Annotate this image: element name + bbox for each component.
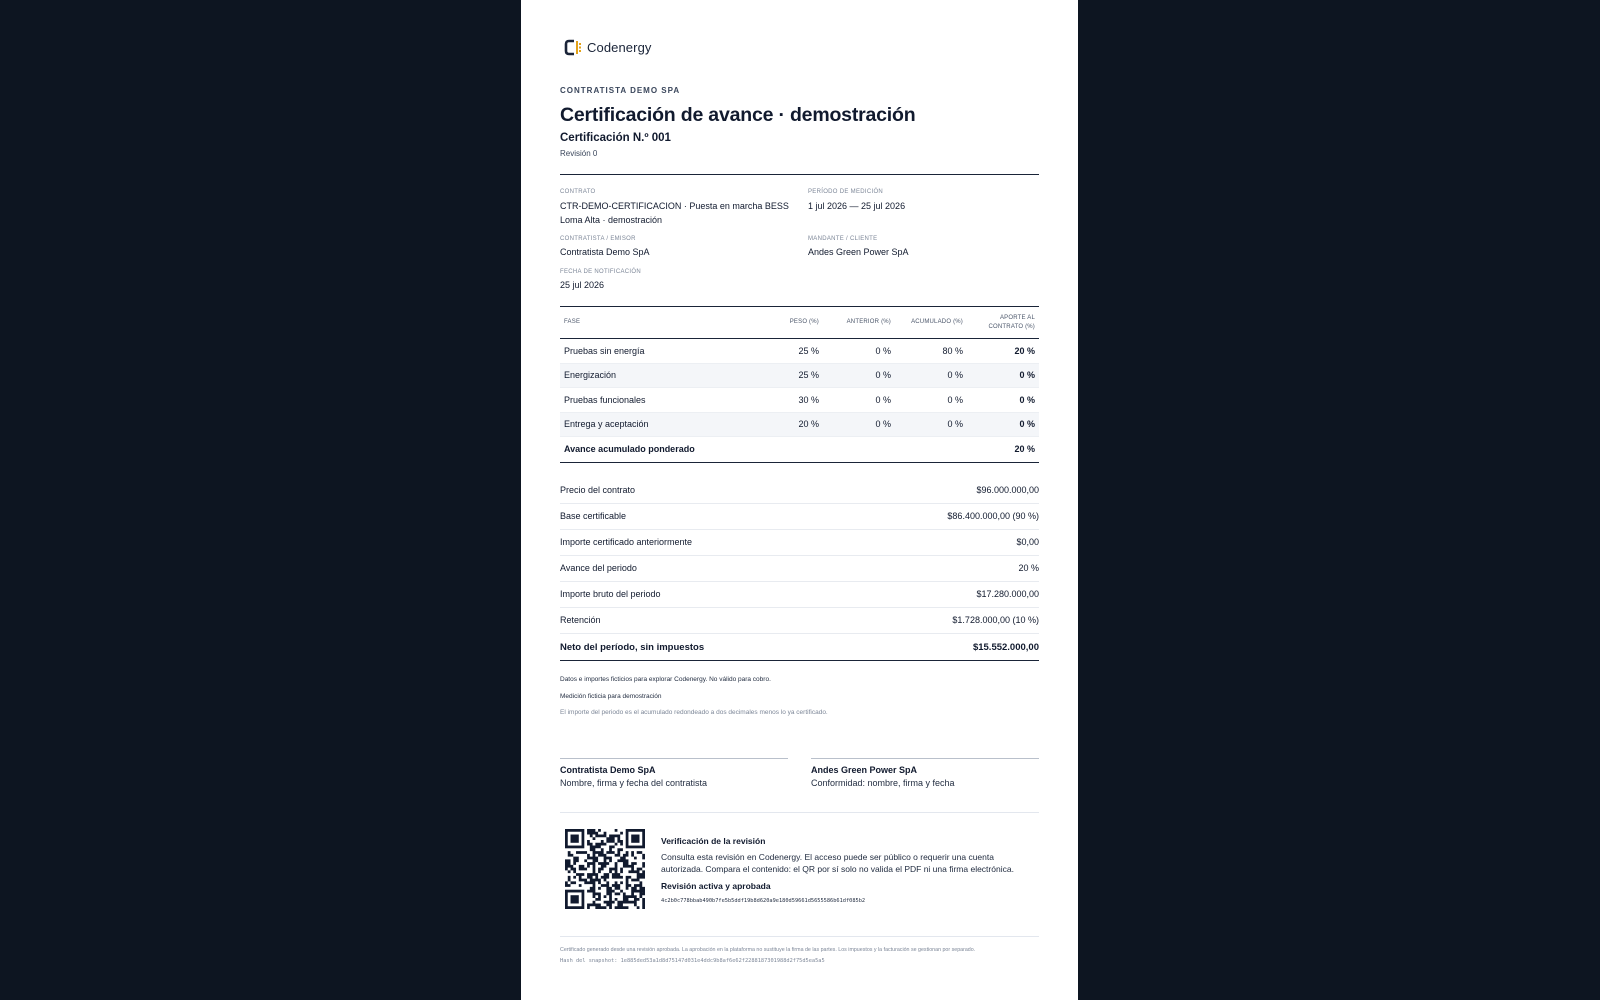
summary-label: Retención — [560, 615, 601, 625]
summary-row — [560, 477, 1039, 504]
qr-finder-pattern — [566, 830, 583, 847]
verification-text: Consulta esta revisión en Codenergy. El acceso puede ser público o requerir una cuenta autorizada. Compara el contenido: el QR por sí solo no valida el PDF ni una firma electrónica. — [661, 852, 1014, 874]
notice-date-value: 25 jul 2026 — [560, 280, 605, 290]
snapshot-hash: Hash del snapshot: 1e885ded53a1d8d75147d031e4ddc9b8af6e62f2288187301988d2f75d5ea5a5 — [560, 958, 825, 964]
contract-value: CTR-DEMO-CERTIFICACION · Puesta en marcha BESS Loma Alta · demostración — [560, 201, 789, 225]
summary-net-label: Neto del período, sin impuestos — [560, 641, 705, 653]
phase-name: Pruebas sin energía — [560, 339, 753, 364]
verification-hash: 4c2b0c778bbab490b7fe5b5ddf19b8d620a9e180d59661d5655586b61df085b2 — [661, 898, 866, 904]
col-anterior: ANTERIOR (%) — [846, 319, 891, 325]
phase-previous: 0 % — [823, 388, 895, 413]
contractor-signature-block — [560, 758, 788, 788]
revision-label: Revisión 0 — [560, 149, 598, 158]
phase-accumulated: 0 % — [895, 412, 967, 437]
phase-weight: 20 % — [753, 412, 823, 437]
period-label: PERÍODO DE MEDICIÓN — [808, 189, 884, 195]
summary-value: 20 % — [1018, 563, 1039, 573]
table-row — [560, 388, 1039, 413]
client-label: MANDANTE / CLIENTE — [808, 236, 878, 242]
col-fase: FASE — [564, 319, 581, 325]
footer-divider — [560, 936, 1039, 937]
issuer-value: Contratista Demo SpA — [560, 247, 650, 257]
summary-label: Importe certificado anteriormente — [560, 537, 693, 547]
summary-row — [560, 529, 1039, 556]
phase-accumulated: 80 % — [895, 339, 967, 364]
brand-name: Codenergy — [587, 40, 652, 55]
summary-label: Precio del contrato — [560, 485, 636, 495]
verification-title: Verificación de la revisión — [661, 836, 766, 846]
issuer-label: CONTRATISTA / EMISOR — [560, 236, 636, 242]
col-peso: PESO (%) — [789, 319, 819, 325]
measurement-note: Medición ficticia para demostración — [560, 693, 662, 700]
summary-value: $0,00 — [1016, 537, 1039, 547]
brand-logo — [564, 39, 652, 56]
summary-row — [560, 581, 1039, 608]
qr-finder-pattern — [566, 891, 583, 908]
table-row — [560, 363, 1039, 388]
phase-accumulated: 0 % — [895, 363, 967, 388]
client-signature-block — [811, 758, 1039, 788]
phase-weight: 25 % — [753, 339, 823, 364]
summary-label: Avance del periodo — [560, 563, 637, 573]
summary-label: Importe bruto del periodo — [560, 589, 661, 599]
summary-label: Base certificable — [560, 511, 627, 521]
document-page — [521, 0, 1078, 1000]
footer-disclaimer: Certificado generado desde una revisión aprobada. La aprobación en la plataforma no sustituye la firma de las partes. Los impuestos y la facturación se gestionan por separado. — [560, 947, 976, 953]
contractor-eyebrow: CONTRATISTA DEMO SPA — [560, 86, 681, 95]
phase-contribution: 0 % — [967, 363, 1039, 388]
contractor-signature-name: Contratista Demo SpA — [560, 765, 656, 775]
rounding-note: El importe del periodo es el acumulado redondeado a dos decimales menos lo ya certificado. — [560, 709, 828, 716]
notice-date-label: FECHA DE NOTIFICACIÓN — [560, 269, 641, 275]
contractor-signature-caption: Nombre, firma y fecha del contratista — [560, 778, 708, 788]
summary-value: $1.728.000,00 (10 %) — [952, 615, 1039, 625]
summary-value: $17.280.000,00 — [976, 589, 1039, 599]
disclaimer-note: Datos e importes ficticios para explorar Codenergy. No válido para cobro. — [560, 676, 771, 683]
summary-value: $96.000.000,00 — [976, 485, 1039, 495]
phase-name: Pruebas funcionales — [560, 388, 753, 413]
phases-table — [560, 307, 1039, 461]
table-row — [560, 412, 1039, 437]
phase-weight: 25 % — [753, 363, 823, 388]
phase-contribution: 20 % — [967, 339, 1039, 364]
phase-weight: 30 % — [753, 388, 823, 413]
qr-finder-pattern — [627, 830, 644, 847]
summary-row — [560, 607, 1039, 634]
summary-net-value: $15.552.000,00 — [972, 641, 1039, 653]
codenergy-logo-icon — [564, 39, 584, 56]
table-bottom-rule — [560, 462, 1039, 463]
phase-previous: 0 % — [823, 412, 895, 437]
phase-accumulated: 0 % — [895, 388, 967, 413]
phase-previous: 0 % — [823, 339, 895, 364]
phase-contribution: 0 % — [967, 388, 1039, 413]
document-title: Certificación de avance · demostración — [560, 104, 916, 126]
phase-name: Entrega y aceptación — [560, 412, 753, 437]
phase-contribution: 0 % — [967, 412, 1039, 437]
weighted-total-value: 20 % — [967, 437, 1039, 462]
table-row — [560, 339, 1039, 364]
contract-label: CONTRATO — [560, 189, 596, 195]
weighted-total-row — [560, 437, 1039, 462]
verification-status: Revisión activa y aprobada — [661, 881, 771, 891]
weighted-total-label: Avance acumulado ponderado — [560, 437, 753, 462]
col-acumulado: ACUMULADO (%) — [911, 319, 963, 325]
client-signature-caption: Conformidad: nombre, firma y fecha — [811, 778, 955, 788]
summary-net-row — [560, 634, 1039, 661]
certificate-number: Certificación N.º 001 — [560, 132, 671, 144]
header-divider — [560, 174, 1039, 175]
summary-row — [560, 555, 1039, 582]
client-signature-name: Andes Green Power SpA — [811, 765, 918, 775]
verification-qr-icon — [565, 829, 645, 909]
verification-divider — [560, 812, 1039, 813]
phases-header-row — [560, 307, 1039, 339]
client-value: Andes Green Power SpA — [808, 247, 909, 257]
period-value: 1 jul 2026 — 25 jul 2026 — [808, 201, 906, 211]
phase-previous: 0 % — [823, 363, 895, 388]
summary-value: $86.400.000,00 (90 %) — [947, 511, 1039, 521]
col-aporte: APORTE AL CONTRATO (%) — [988, 314, 1035, 330]
summary-row — [560, 503, 1039, 530]
phase-name: Energización — [560, 363, 753, 388]
